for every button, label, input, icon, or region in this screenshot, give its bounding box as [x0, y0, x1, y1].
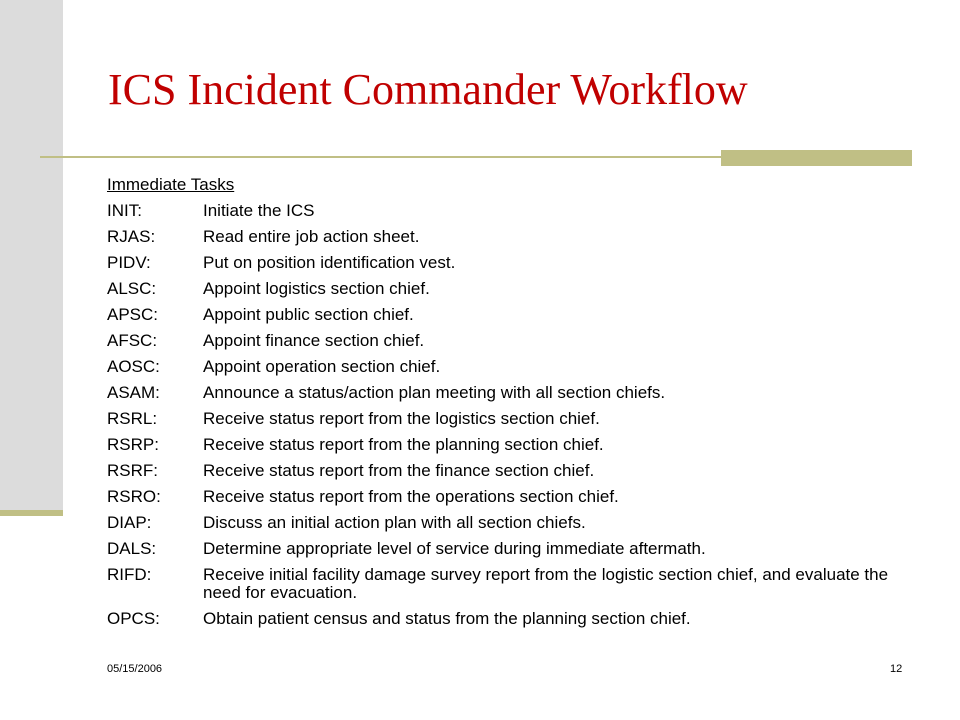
task-code: AOSC:	[107, 357, 160, 376]
task-description: Receive status report from the logistics section chief.	[203, 409, 600, 428]
slide-content	[107, 172, 907, 632]
side-bar	[0, 0, 63, 510]
subheading: Immediate Tasks	[107, 175, 235, 194]
task-code: RSRP:	[107, 435, 159, 454]
task-description: Discuss an initial action plan with all section chiefs.	[203, 513, 586, 532]
task-code: ALSC:	[107, 279, 157, 298]
task-description: Determine appropriate level of service during immediate aftermath.	[203, 539, 706, 558]
task-row	[107, 380, 907, 406]
task-code: RSRL:	[107, 409, 158, 428]
task-code: ASAM:	[107, 383, 160, 402]
footer-date: 05/15/2006	[107, 663, 163, 675]
task-description: Appoint public section chief.	[203, 305, 414, 324]
slide-title: ICS Incident Commander Workflow	[108, 65, 748, 114]
task-description: Initiate the ICS	[203, 201, 315, 220]
page-number: 12	[890, 663, 903, 675]
task-row	[107, 250, 907, 276]
task-row	[107, 484, 907, 510]
task-description: Obtain patient census and status from the planning section chief.	[203, 609, 691, 628]
task-row	[107, 198, 907, 224]
task-row	[107, 458, 907, 484]
task-code: RJAS:	[107, 227, 156, 246]
task-row	[107, 224, 907, 250]
side-bar-accent	[0, 510, 63, 516]
task-code: RIFD:	[107, 565, 152, 584]
task-description: Put on position identification vest.	[203, 253, 456, 272]
title-rule-block	[721, 150, 912, 166]
task-code: INIT:	[107, 201, 142, 220]
task-description: Announce a status/action plan meeting with all section chiefs.	[203, 383, 666, 402]
task-description: Receive status report from the planning section chief.	[203, 435, 604, 454]
task-code: APSC:	[107, 305, 159, 324]
task-code: DALS:	[107, 539, 157, 558]
task-row	[107, 276, 907, 302]
task-description: Appoint finance section chief.	[203, 331, 425, 350]
task-row	[107, 406, 907, 432]
task-row	[107, 562, 907, 606]
task-description: Read entire job action sheet.	[203, 227, 420, 246]
task-row	[107, 510, 907, 536]
task-code: RSRF:	[107, 461, 158, 480]
task-description: Receive status report from the operations section chief.	[203, 487, 619, 506]
task-description: Appoint operation section chief.	[203, 357, 441, 376]
task-row	[107, 606, 907, 632]
task-row	[107, 536, 907, 562]
task-row	[107, 354, 907, 380]
task-code: PIDV:	[107, 253, 151, 272]
task-row	[107, 302, 907, 328]
task-description: Receive initial facility damage survey report from the logistic section chief, and evaluate the need for evacuation.	[203, 565, 889, 602]
task-row	[107, 432, 907, 458]
task-row	[107, 328, 907, 354]
task-code: AFSC:	[107, 331, 158, 350]
task-code: RSRO:	[107, 487, 161, 506]
task-code: DIAP:	[107, 513, 152, 532]
task-code: OPCS:	[107, 609, 160, 628]
task-description: Appoint logistics section chief.	[203, 279, 430, 298]
task-description: Receive status report from the finance section chief.	[203, 461, 595, 480]
